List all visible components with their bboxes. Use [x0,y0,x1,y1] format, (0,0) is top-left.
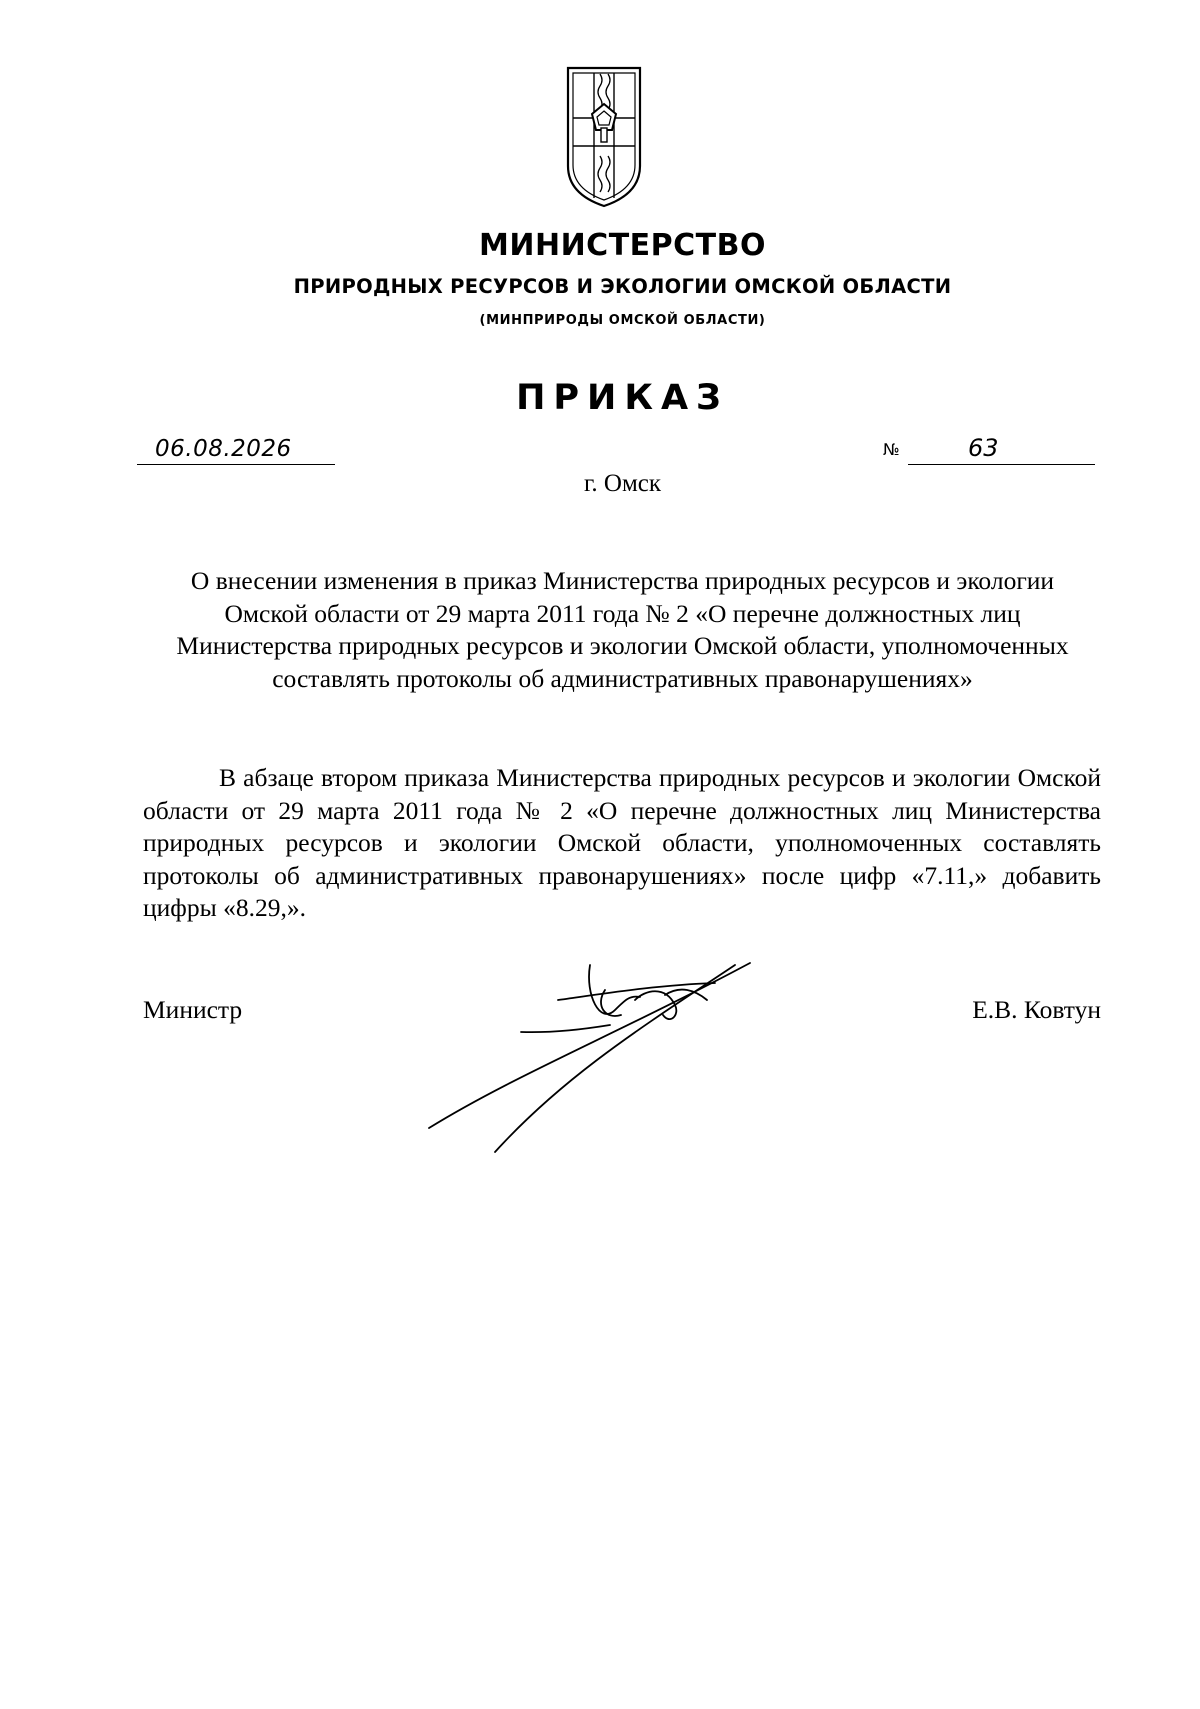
order-number: 63 [968,434,999,462]
order-number-field [908,430,1095,465]
order-body: В абзаце втором приказа Министерства природных ресурсов и экологии Омской области от 29 марта 2011 года № 2 «О перечне должностных лиц Министерства природных ресурсов и экологии Омской области, уполномоченных составлять протоколы об административных правонарушениях» после цифр «7.11,» добавить цифры «8.29,». [143,763,1101,922]
order-date-field [137,430,335,465]
signer-role: Министр [143,995,243,1024]
coat-of-arms-icon [566,66,642,210]
ministry-subtitle: ПРИРОДНЫХ РЕСУРСОВ И ЭКОЛОГИИ ОМСКОЙ ОБЛАСТИ [293,275,952,298]
order-city: г. Омск [583,470,662,497]
order-date: 06.08.2026 [155,436,292,462]
order-number-label: № [883,440,900,459]
handwritten-signature [425,955,805,1155]
order-subject: О внесении изменения в приказ Министерства природных ресурсов и экологии Омской области от 29 марта 2011 года № 2 «О перечне должностных лиц Министерства природных ресурсов и экологии Омской области, уполномоченных составлять протоколы об административных правонарушениях» [176,566,1069,693]
signer-name: Е.В. Ковтун [972,995,1101,1024]
order-title: ПРИКАЗ [516,378,729,418]
ministry-title: МИНИСТЕРСТВО [479,228,766,263]
ministry-short-name: (МИНПРИРОДЫ ОМСКОЙ ОБЛАСТИ) [479,313,766,328]
